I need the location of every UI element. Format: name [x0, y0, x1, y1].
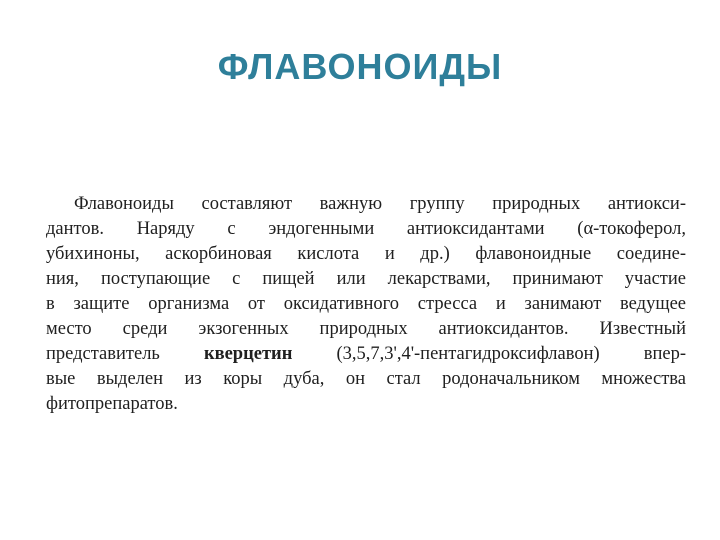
slide-title: ФЛАВОНОИДЫ	[217, 46, 503, 87]
scanned-paragraph	[46, 192, 686, 417]
text-line: вые выделен из коры дуба, он стал родоначальником множества	[46, 369, 686, 389]
text-line: в защите организма от оксидативного стресса и занимают ведущее	[46, 294, 686, 314]
text-segment: представитель	[46, 344, 204, 364]
text-line: дантов. Наряду с эндогенными антиоксидантами (α-токоферол,	[46, 219, 686, 239]
text-segment: (3,5,7,3',4'-пентагидроксифлавон) впер-	[292, 344, 686, 364]
text-line: Флавоноиды составляют важную группу природных антиокси-	[74, 194, 686, 214]
text-line	[46, 342, 686, 367]
text-line: ния, поступающие с пищей или лекарствами, принимают участие	[46, 269, 686, 289]
text-line: место среди экзогенных природных антиоксидантов. Известный	[46, 319, 686, 339]
text-line: фитопрепаратов.	[46, 394, 178, 414]
highlighted-term: кверцетин	[203, 344, 293, 364]
text-line: убихиноны, аскорбиновая кислота и др.) флавоноидные соедине-	[46, 244, 686, 264]
